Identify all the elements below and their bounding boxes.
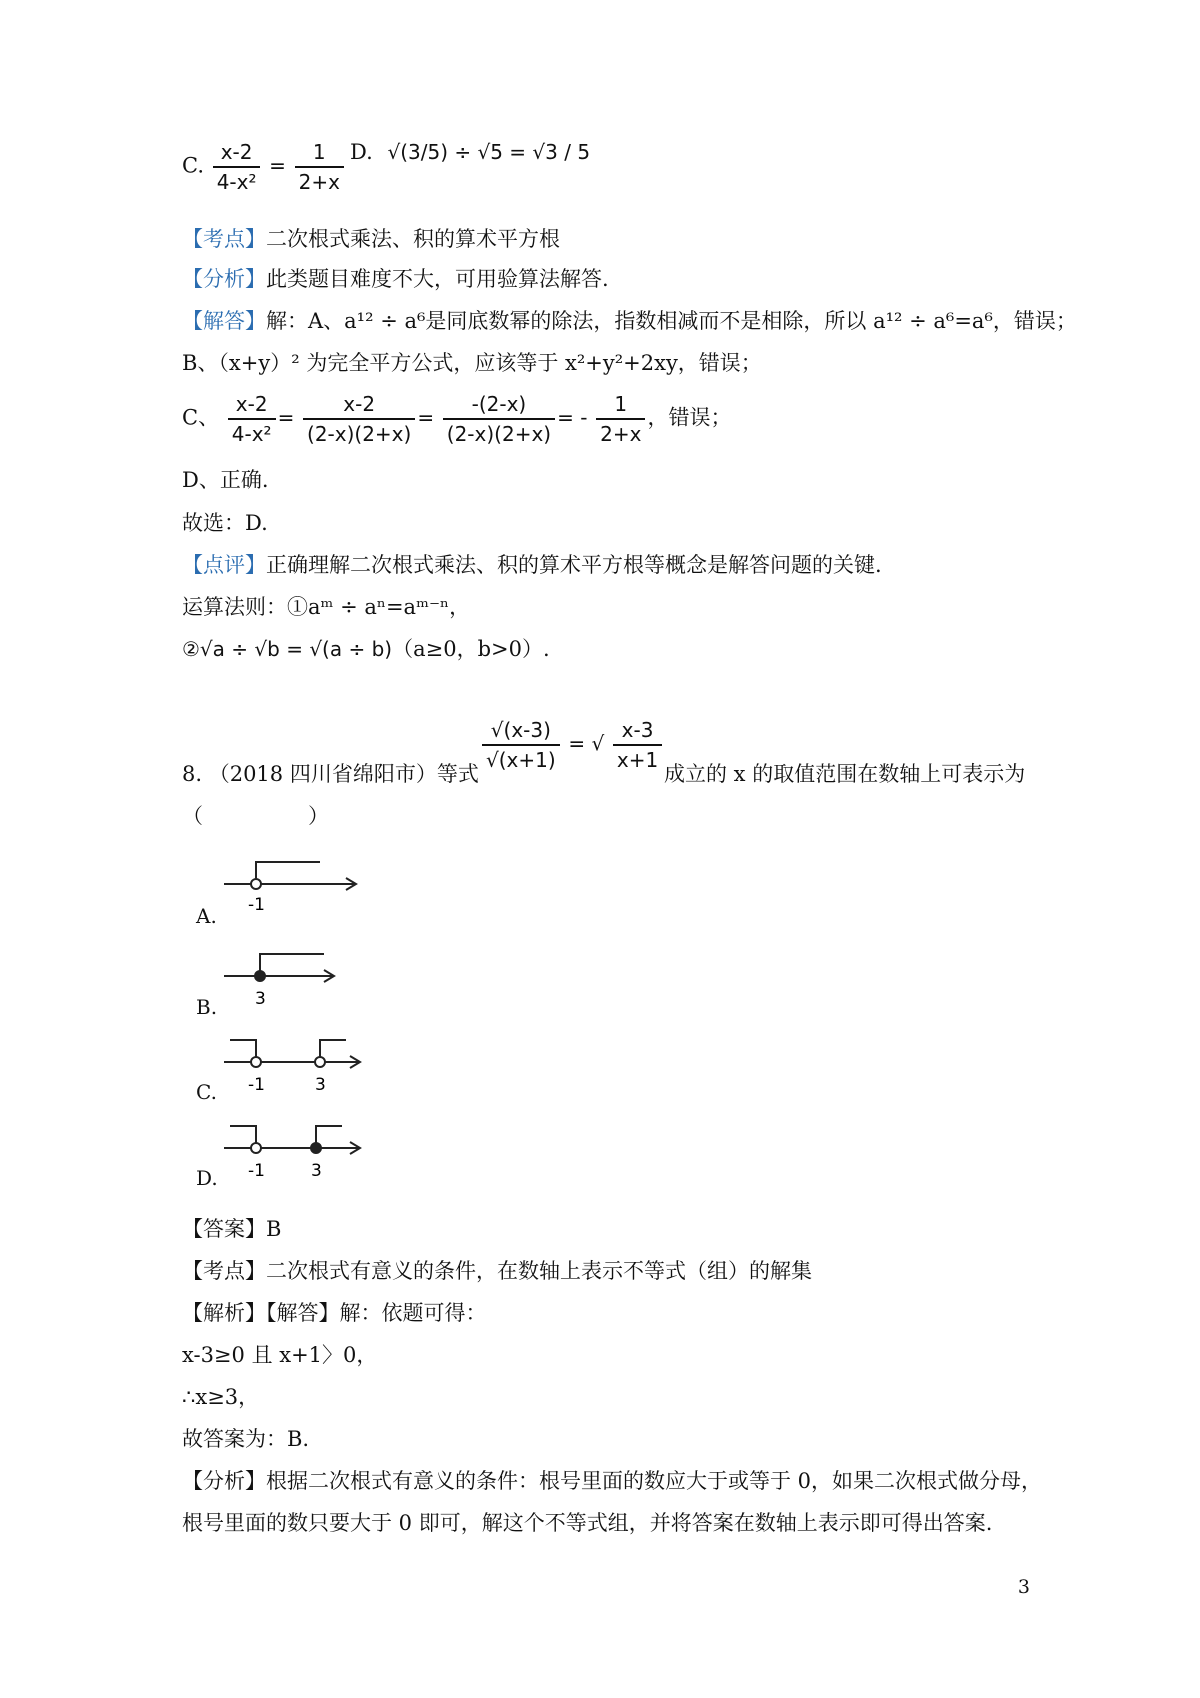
fraction-numerator: x-3 xyxy=(613,718,662,746)
option-d-nl-label: D. xyxy=(196,1166,218,1190)
line-c-fraction-3 xyxy=(443,392,555,446)
fraction-numerator: -(2-x) xyxy=(443,392,555,420)
equals-sign: = √ xyxy=(568,731,605,756)
q8-stem-prefix: 8. （2018 四川省绵阳市）等式 xyxy=(182,762,479,786)
option-b-number-line xyxy=(220,944,350,1008)
tick-label: -1 xyxy=(248,1161,265,1180)
closed-dot xyxy=(311,1143,321,1153)
option-d-row xyxy=(350,140,590,164)
closed-dot xyxy=(255,971,265,981)
line-c-fraction-2 xyxy=(303,392,415,446)
open-dot xyxy=(315,1057,325,1067)
option-c-fraction-left xyxy=(213,140,261,194)
jieda-tag: 【解答】 xyxy=(182,309,266,333)
tick-label: 3 xyxy=(311,1161,322,1180)
tick-label: 3 xyxy=(315,1075,326,1094)
q8-answer: 【答案】B xyxy=(182,1217,282,1241)
equals-sign: = xyxy=(417,405,435,430)
fenxi-tag: 【分析】 xyxy=(182,267,266,291)
line-b: B、（x+y）² 为完全平方公式，应该等于 x²+y²+2xy，错误； xyxy=(182,351,762,375)
option-a-number-line xyxy=(220,854,370,916)
q8-fenxi-line-1: 【分析】根据二次根式有意义的条件：根号里面的数应大于或等于 0，如果二次根式做分母， xyxy=(182,1469,1043,1493)
fraction-denominator: (2-x)(2+x) xyxy=(446,422,552,446)
fraction-denominator: (2-x)(2+x) xyxy=(307,422,412,446)
option-a-label: A. xyxy=(196,904,217,928)
choice-line: 故选：D. xyxy=(182,511,268,535)
kaodian-text: 二次根式乘法、积的算术平方根 xyxy=(266,227,560,251)
q8-stem-suffix: 成立的 x 的取值范围在数轴上可表示为 xyxy=(664,762,1026,786)
q8-kaodian: 【考点】二次根式有意义的条件，在数轴上表示不等式（组）的解集 xyxy=(182,1259,812,1283)
fraction-denominator: x+1 xyxy=(616,748,659,772)
line-c-prefix: C、 xyxy=(182,405,220,430)
q8-step-2: ∴x≥3， xyxy=(182,1385,260,1409)
q8-step-1: x-3≥0 且 x+1〉0， xyxy=(182,1343,378,1367)
line-c xyxy=(182,392,731,446)
line-c-fraction-1 xyxy=(228,392,276,446)
line-c-fraction-4 xyxy=(596,392,645,446)
q8-step-3: 故答案为：B. xyxy=(182,1427,310,1451)
fraction-denominator: 4-x² xyxy=(231,422,272,446)
option-c-number-line xyxy=(220,1030,370,1094)
dianping-tag: 【点评】 xyxy=(182,553,266,577)
option-c-row xyxy=(182,140,346,194)
option-d-formula: √(3/5) ÷ √5 = √3 / 5 xyxy=(387,140,591,164)
q8-formula xyxy=(480,718,664,772)
equals-minus: = - xyxy=(557,405,588,430)
dianping-text: 正确理解二次根式乘法、积的算术平方根等概念是解答问题的关键. xyxy=(266,553,882,577)
tick-label: 3 xyxy=(255,989,266,1008)
fraction-denominator: 2+x xyxy=(298,170,340,194)
option-c-fraction-right xyxy=(295,140,344,194)
option-d-number-line xyxy=(220,1116,370,1180)
equals-sign: = xyxy=(269,153,286,178)
fraction-denominator: 2+x xyxy=(600,422,642,446)
q8-formula-left xyxy=(482,718,560,772)
fraction-numerator: x-2 xyxy=(303,392,415,420)
rule-2-formula: ②√a ÷ √b = √(a ÷ b) xyxy=(182,637,393,661)
tick-label: -1 xyxy=(248,895,265,915)
kaodian-line xyxy=(182,224,560,254)
tick-label: -1 xyxy=(248,1075,265,1094)
option-b-label: B. xyxy=(196,995,218,1019)
q8-formula-right xyxy=(613,718,662,772)
dianping-line xyxy=(182,550,882,580)
fraction-numerator: x-2 xyxy=(228,392,276,420)
jieda-line xyxy=(182,306,1077,336)
open-dot xyxy=(251,879,261,889)
open-dot xyxy=(251,1057,261,1067)
rule-2-condition: （a≥0，b>0）. xyxy=(392,637,550,661)
page-number: 3 xyxy=(1017,1576,1030,1598)
option-d-label: D. xyxy=(350,140,373,164)
jieda-text: 解：A、a¹² ÷ a⁶是同底数幂的除法，指数相减而不是相除，所以 a¹² ÷ a⁶=a⁶，错误； xyxy=(266,309,1077,333)
fraction-numerator: x-2 xyxy=(213,140,261,168)
option-c-nl-label: C. xyxy=(196,1080,217,1104)
q8-fenxi-line-2: 根号里面的数只要大于 0 即可，解这个不等式组，并将答案在数轴上表示即可得出答案. xyxy=(182,1511,993,1535)
fenxi-line xyxy=(182,264,609,294)
kaodian-tag: 【考点】 xyxy=(182,227,266,251)
q8-jiexi: 【解析】【解答】解：依题可得： xyxy=(182,1301,487,1325)
fraction-denominator: 4-x² xyxy=(216,170,257,194)
q8-paren: （ ） xyxy=(182,804,329,828)
fraction-denominator: √(x+1) xyxy=(486,748,556,772)
equals-sign: = xyxy=(277,405,295,430)
rule-1: 运算法则：①aᵐ ÷ aⁿ=aᵐ⁻ⁿ， xyxy=(182,595,471,619)
line-c-suffix: ，错误； xyxy=(647,405,732,430)
fraction-numerator: √(x-3) xyxy=(482,718,560,746)
rule-2 xyxy=(182,634,550,664)
fraction-numerator: 1 xyxy=(295,140,344,168)
line-d: D、正确. xyxy=(182,468,269,492)
option-c-label: C. xyxy=(182,153,204,178)
fenxi-text: 此类题目难度不大，可用验算法解答. xyxy=(266,267,609,291)
fraction-numerator: 1 xyxy=(596,392,645,420)
open-dot xyxy=(251,1143,261,1153)
